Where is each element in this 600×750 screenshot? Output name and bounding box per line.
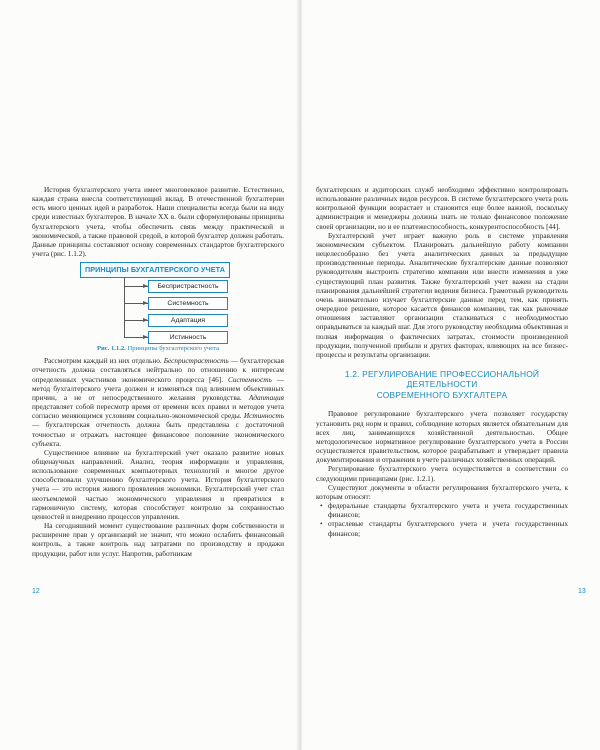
principle-box: Системность: [148, 297, 228, 310]
principle-box: Беспристрастность: [148, 280, 228, 293]
page-number: 13: [578, 588, 586, 595]
figure-accounting-principles: [32, 262, 284, 354]
paragraph: История бухгалтерского учета имеет многовековое развитие. Естественно, каждая страна внесла соответствующий вклад. В отечественной бухгалтерии есть много ценных идей и разработок. Наши специалисты всегда были на виду среди известных бухгалтеров. В начале ХХ в. были сформулированы принципы бухгалтерского учета, чтобы обеспечить связь между практической и экономической, а также правовой средой, в которой бухгалтер должен работать. Данные принципы составляют основу современных стандартов бухгалтерского учета (рис. 1.1.2).: [32, 185, 284, 259]
principle-box: Истинность: [148, 331, 228, 344]
paragraph: [32, 356, 284, 448]
text-run: — бухгалтерская отчетность должна быть представлена с достаточной точностью и отражать настоящее финансовое положение экономического субъекта.: [32, 420, 284, 448]
right-page: [302, 0, 600, 750]
figure-caption-text: Принципы бухгалтерского учета: [127, 345, 220, 353]
list-item: [316, 519, 568, 537]
bullet-icon: •: [320, 519, 323, 529]
principle-box: Адаптация: [148, 314, 228, 327]
text-run: — бухгалтерская отчетность должна составляться нейтрально по отношению к интересам определенных участников экономического процесса [46].: [32, 356, 284, 384]
paragraph: Регулирование бухгалтерского учета осуществляется в соответствии со следующими принципами (рис. 1.2.1).: [316, 464, 568, 483]
left-page: [0, 0, 298, 750]
term: Системность: [227, 374, 272, 384]
text-run: — метод бухгалтерского учета должен и изменяться под влиянием объективных причин, а не от непосредственного желания руководства.: [32, 374, 284, 402]
text-run: Рассмотрим каждый из них отдельно.: [44, 356, 164, 366]
term: Истинность: [243, 411, 284, 421]
term: Адаптация: [248, 392, 284, 402]
text-run: представляет собой пересмотр время от времени всех правил и методов учета согласно меняющимся условиям социально-экономической среды.: [32, 402, 284, 421]
list-item-text: отраслевые стандарты бухгалтерского учета и учета государственных финансов;: [328, 519, 568, 538]
left-text-column: [32, 185, 284, 558]
term: Беспристрастность: [163, 356, 229, 366]
section-heading-line: 1.2. РЕГУЛИРОВАНИЕ ПРОФЕССИОНАЛЬНОЙ ДЕЯТЕЛЬНОСТИ: [344, 368, 540, 390]
figure-title: ПРИНЦИПЫ БУХГАЛТЕРСКОГО УЧЕТА: [80, 262, 230, 278]
list-item-text: федеральные стандарты бухгалтерского учета и учета государственных финансов;: [328, 501, 568, 520]
figure-caption-label: Рис. 1.1.2.: [96, 345, 126, 353]
bullet-icon: •: [320, 501, 323, 511]
page-number: 12: [32, 588, 40, 595]
list-item: [316, 501, 568, 519]
right-text-column: [316, 185, 568, 538]
section-heading: [316, 369, 568, 401]
paragraph: Существенное влияние на бухгалтерский учет оказало развитие новых общенаучных направлений. Анализ, теория информации и управления, использование современных компьютерных технологий и многое другое способствовали улучшению бухгалтерского учета. История бухгалтерского учета — это история живого проявления экономики. Бухгалтерский учет стал неотъемлемой частью экономического управления и превратился в гармоничную систему, которая способствует контролю за сохранностью ценностей и внедрению процессов управления.: [32, 447, 284, 521]
section-heading-line: СОВРЕМЕННОГО БУХГАЛТЕРА: [376, 389, 508, 400]
paragraph: Существуют документы в области регулирования бухгалтерского учета, к которым относят:: [316, 482, 568, 501]
figure-caption: [32, 345, 284, 353]
paragraph: Бухгалтерский учет играет важную роль в системе управления экономическим субъектом. Планировать дальнейшую работу компании нецелесообразно без учета аналитических данных за предыдущие производственные периоды. Аналитические бухгалтерские данные позволяют руководителям выстроить стратегию компании или внести изменения в уже существующий план развития. Также бухгалтерский учет важен на стадии планирования дальнейшей стратегии ведения бизнеса. Грамотный руководитель очень внимательно изучает бухгалтерские данные перед тем, как принять очередное решение, которое касается финансов компании, так как рыночные отношения заставляют организации сталкиваться с необходимостью оправдываться за каждый шаг. Для этого руководству необходима объективная и полная информация о фактических затратах, стоимости произведенной продукции, полученной прибыли и других факторах, влияющих на все бизнес-процессы и результаты организации.: [316, 230, 568, 359]
paragraph: бухгалтерских и аудиторских служб необходимо эффективно контролировать использование различных видов ресурсов. В системе бухгалтерского учета роль контрольной функции возрастает и становится еще более важной, поскольку администрация и менеджеры должны знать не только финансовое положение своей организации, но и ее платежеспособность, конкурентоспособность [44].: [316, 185, 568, 231]
paragraph: Правовое регулирование бухгалтерского учета позволяет государству установить ряд норм и правил, соблюдение которых является обязательным для всех лиц, занимающихся хозяйственной деятельностью. Общее методологическое нормативное регулирование бухгалтерского учета в России осуществляется правительством, которое разрабатывает и утверждает правила документирования и отражения в учете различных хозяйственных операций.: [316, 409, 568, 465]
paragraph: На сегодняшний момент существование различных форм собственности и расширение прав у организаций не значит, что можно ослабить финансовый контроль, а также контроль над затратами по производству и продажи продукции, работ или услуг. Напротив, работникам: [32, 521, 284, 558]
